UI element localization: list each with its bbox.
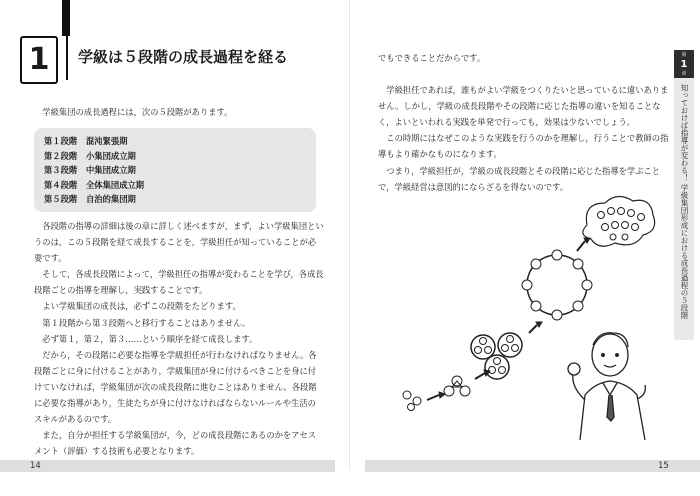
left-body-text [34,218,324,476]
tab-post: 章 [681,71,687,77]
stage-label: 第５段階 [44,194,78,204]
chapter-title: 学級は５段階の成長過程を経る [78,48,289,66]
stage-name: 自治的集団期 [86,194,136,204]
stage-item [44,178,316,193]
stage-label: 第４段階 [44,179,78,190]
stage-name: 小集団成立期 [86,150,136,161]
stage-label: 第１段階 [44,136,78,146]
tab-chapter-number: 1 [680,59,688,70]
stage-name: 混沌緊張期 [86,136,128,146]
body-paragraph: 必ず第１，第２，第３……という順序を経て成長します。 [42,333,258,344]
teacher-figure-icon [568,333,645,440]
stage-item [44,192,316,207]
body-paragraph: よい学級集団の成長は，必ずこの段階をたどります。 [42,301,241,312]
stage-1-people-icon [403,391,421,411]
stage-name: 全体集団成立期 [86,179,145,190]
body-paragraph: つまり，学級担任が，学級の成長段階とその段階に応じた指導を学ぶことで，学級経営は意図的にならざるを得ないのです。 [378,165,661,192]
body-paragraph: そして，各成長段階によって，学級担任の指導が変わることを学び，各成長段階ごとの指導を理解し，実践することです。 [34,269,324,296]
body-paragraph: だから，その段階に必要な指導を学級担任が行わなければなりません。各段階ごとに身に付けることがあり，学級集団が身に付けるべきことを身に付けていなければ，学級集団が次の成長段階に進むことはありません。各段階に必要な指導があり，生徒たちが身に付けなければならないルールや生活のスキルがあるのです。 [34,349,317,425]
chapter-tab-label [674,50,694,78]
body-paragraph: この時期にはなぜこのような実践を行うのかを理解し，行うことで教師の指導もより確かなものになります。 [378,133,669,160]
body-paragraph: また，自分が担任する学級集団が，今，どの成長段階にあるのかをアセスメント（評価）する技術も必要となります。 [34,430,317,457]
stage-item [44,134,316,149]
stage-label: 第３段階 [44,165,78,175]
chapter-marker-bar [62,0,70,36]
intro-text [34,104,324,120]
stage-name: 中集団成立期 [86,165,136,175]
arrow-icon [427,395,439,400]
body-paragraph: 第１段階から第３段階へと移行することはありません。 [42,317,251,328]
arrow-icon [577,241,585,251]
left-footer-bar [0,460,335,472]
arrow-icon [529,325,537,333]
body-paragraph: でもできることだからです。 [378,53,486,63]
intro-paragraph: 学級集団の成長過程には，次の５段階があります。 [42,107,233,117]
body-paragraph: 各段階の指導の詳細は後の章に詳しく述べますが，まず，よい学級集団というのは，この５段階を経て成長することを，学級担任が知っていることが必要です。 [34,221,324,264]
chapter-number-box [20,36,58,84]
page-number-left: 14 [30,461,41,471]
stage-list-box [34,128,316,212]
arrow-icon [475,373,485,379]
stage-2-small-group-icon [444,376,470,396]
chapter-tab-vertical-text: 知っておけば指導が変わる！ 学級集団形成における成長過程の５段階 [680,84,689,319]
body-paragraph: 学級担任であれば，誰もがよい学級をつくりたいと思っているに違いありません。しかし，学級の成長段階やその段階に応じた指導の違いを知ることなく，よいといわれる実践を単発で行っても，効果は少ないでしょう。 [378,85,669,128]
stage-5-autonomous-group-cloud-icon [583,196,655,246]
tab-pre: 第 [681,52,687,58]
chapter-number: 1 [28,42,50,77]
stage-item [44,149,316,164]
right-body-text [378,50,670,195]
stage-item [44,163,316,178]
stage-3-medium-group-icon [471,333,522,379]
stage-label: 第２段階 [44,150,78,161]
page-number-right: 15 [658,461,669,471]
chapter-marker-line [66,36,68,80]
right-footer-bar [365,460,700,472]
growth-stages-illustration [395,195,657,440]
stage-4-whole-group-ring-icon [522,250,592,320]
